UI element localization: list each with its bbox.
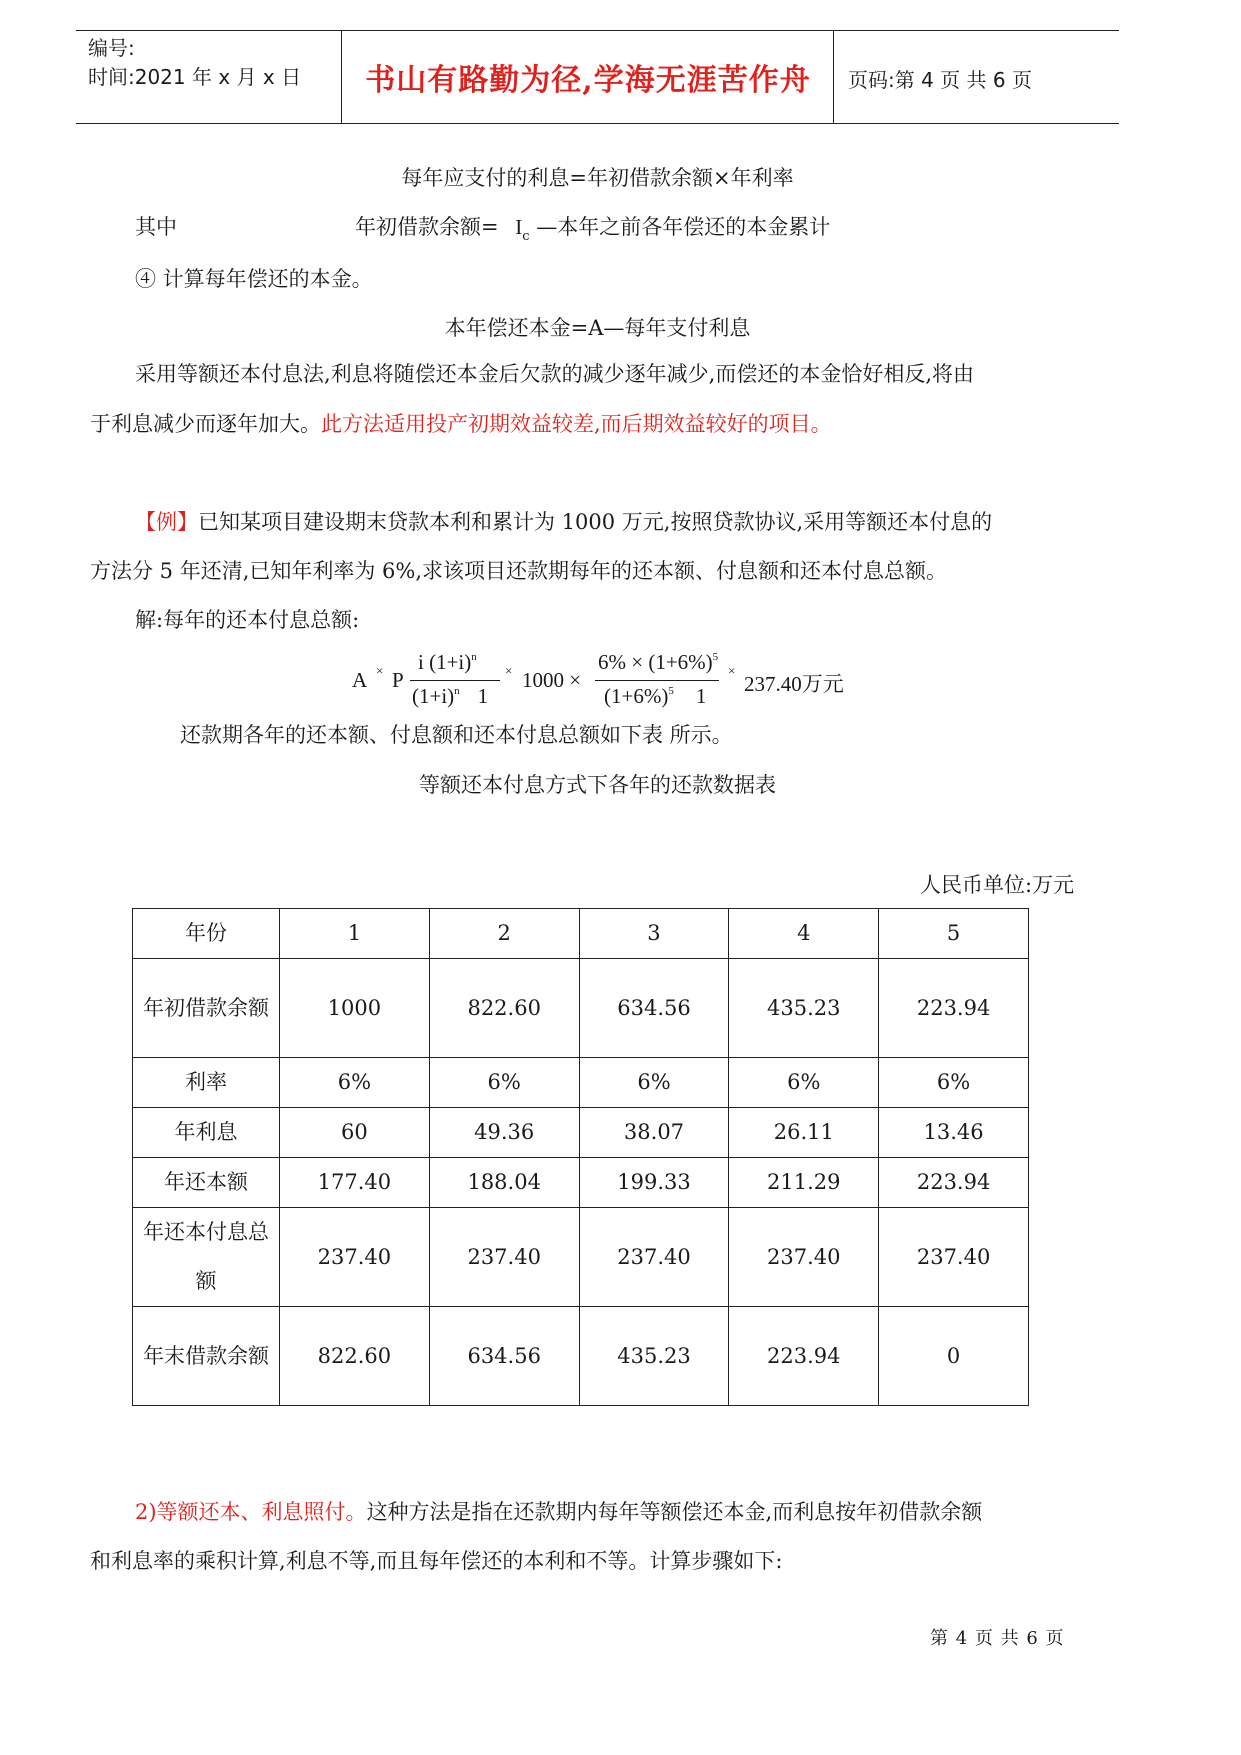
table-cell: 634.56 <box>579 959 729 1058</box>
header-motto: 书山有路勤为径,学海无涯苦作舟 <box>365 63 811 98</box>
balance-formula-sub: c <box>522 229 530 244</box>
table-cell: 237.40 <box>879 1208 1029 1307</box>
principal-formula: 本年偿还本金=A—每年支付利息 <box>444 316 751 340</box>
table-header-cell: 年份 <box>133 909 280 959</box>
para1-line2-text: 于利息减少而逐年加大。 <box>90 412 321 436</box>
table-cell: 199.33 <box>579 1158 729 1208</box>
table-cell: 634.56 <box>429 1307 579 1406</box>
table-title: 等额还本付息方式下各年的还款数据表 <box>419 773 776 797</box>
table-cell: 223.94 <box>729 1307 879 1406</box>
header-top-rule <box>76 30 1119 31</box>
header-bottom-rule <box>76 123 1119 124</box>
header-time: 时间:2021 年 x 月 x 日 <box>88 65 302 89</box>
para1-line1: 采用等额还本付息法,利息将随偿还本金后欠款的减少逐年减少,而偿还的本金恰好相反,将由 <box>135 362 975 386</box>
table-cell: 211.29 <box>729 1158 879 1208</box>
row-label: 利率 <box>133 1058 280 1108</box>
table-intro: 还款期各年的还本额、付息额和还本付息总额如下表 所示。 <box>180 723 733 747</box>
table-header-cell: 5 <box>879 909 1029 959</box>
table-row <box>133 1307 1029 1406</box>
formula-eq2: × <box>505 663 513 678</box>
balance-formula-rhs: —本年之前各年偿还的本金累计 <box>536 215 831 239</box>
example-tag: 【例】 <box>135 510 198 534</box>
header-page-label: 页码:第 4 页 共 6 页 <box>848 68 1032 92</box>
table-row <box>133 1058 1029 1108</box>
table-cell: 6% <box>280 1058 430 1108</box>
formula-num2: $6\% \times (1+6\%)^5$ <box>598 650 719 674</box>
table-header-cell: 3 <box>579 909 729 959</box>
formula-bar2 <box>595 680 719 681</box>
para2-line2: 和利息率的乘积计算,利息不等,而且每年偿还的本利和不等。计算步骤如下: <box>90 1549 783 1573</box>
solution-label: 解:每年的还本付息总额: <box>135 608 360 632</box>
repayment-table <box>132 908 1029 1406</box>
row-label: 年利息 <box>133 1108 280 1158</box>
table-cell: 6% <box>429 1058 579 1108</box>
table-header-cell: 4 <box>729 909 879 959</box>
interest-formula: 每年应支付的利息=年初借款余额×年利率 <box>401 166 794 190</box>
formula-den2: $(1+6\%)^5$ 1 <box>604 684 707 708</box>
table-cell: 223.94 <box>879 1158 1029 1208</box>
table-row <box>133 959 1029 1058</box>
table-cell: 188.04 <box>429 1158 579 1208</box>
para1-highlight: 此方法适用投产初期效益较差,而后期效益较好的项目。 <box>321 412 832 436</box>
table-cell: 435.23 <box>579 1307 729 1406</box>
table-cell: 6% <box>879 1058 1029 1108</box>
table-header-cell: 2 <box>429 909 579 959</box>
table-row <box>133 1108 1029 1158</box>
header-divider-right <box>833 30 834 124</box>
table-cell: 822.60 <box>280 1307 430 1406</box>
table-cell: 49.36 <box>429 1108 579 1158</box>
table-cell: 6% <box>729 1058 879 1108</box>
table-cell: 26.11 <box>729 1108 879 1158</box>
balance-formula-lhs: 年初借款余额= <box>355 215 499 239</box>
formula-result: 237.40万元 <box>744 672 844 696</box>
table-row <box>133 1158 1029 1208</box>
table-cell: 1000 <box>280 959 430 1058</box>
para2-line1 <box>135 1497 982 1527</box>
table-cell: 60 <box>280 1108 430 1158</box>
row-label: 年还本额 <box>133 1158 280 1208</box>
table-header-cell: 1 <box>280 909 430 959</box>
formula-A: A <box>352 668 368 692</box>
formula-den1: $(1+i)^n$ 1 <box>412 684 489 708</box>
unit-label: 人民币单位:万元 <box>920 873 1075 897</box>
table-header-row <box>133 909 1029 959</box>
formula-P: P <box>392 668 404 692</box>
table-cell: 223.94 <box>879 959 1029 1058</box>
para2-line1-text: 这种方法是指在还款期内每年等额偿还本金,而利息按年初借款余额 <box>366 1500 983 1524</box>
table-cell: 237.40 <box>429 1208 579 1307</box>
balance-formula <box>355 212 830 252</box>
table-cell: 0 <box>879 1307 1029 1406</box>
example-line2: 方法分 5 年还清,已知年利率为 6%,求该项目还款期每年的还本额、付息额和还本付息总额。 <box>90 559 948 583</box>
table-cell: 237.40 <box>729 1208 879 1307</box>
table-cell: 177.40 <box>280 1158 430 1208</box>
formula-value: 1000 × <box>522 668 582 692</box>
header-divider-left <box>341 30 342 124</box>
table-cell: 6% <box>579 1058 729 1108</box>
para2-highlight: 2)等额还本、利息照付。 <box>135 1500 367 1524</box>
table-cell: 237.40 <box>579 1208 729 1307</box>
para1-line2 <box>90 409 832 439</box>
row-label: 年还本付息总额 <box>143 1220 269 1293</box>
formula-eq3: × <box>728 663 736 678</box>
balance-formula-I: I <box>515 215 523 239</box>
formula-num1: i $(1+i)^n$ <box>418 650 477 674</box>
row-label: 年初借款余额 <box>143 995 269 1020</box>
formula-bar1 <box>410 680 500 681</box>
step-4: ④ 计算每年偿还的本金。 <box>135 267 373 291</box>
table-cell: 13.46 <box>879 1108 1029 1158</box>
table-row <box>133 1208 1029 1307</box>
where-label: 其中 <box>135 215 177 239</box>
formula-eq1: × <box>376 663 384 678</box>
row-label: 年末借款余额 <box>143 1343 269 1368</box>
example-line1-text: 已知某项目建设期末贷款本利和累计为 1000 万元,按照贷款协议,采用等额还本付息的 <box>198 510 993 534</box>
table-cell: 237.40 <box>280 1208 430 1307</box>
header-number: 编号: <box>88 36 135 60</box>
header-meta <box>88 34 301 92</box>
example-line1 <box>135 507 992 537</box>
table-cell: 822.60 <box>429 959 579 1058</box>
annuity-formula <box>350 650 870 716</box>
table-cell: 435.23 <box>729 959 879 1058</box>
page-footer: 第 4 页 共 6 页 <box>930 1628 1065 1649</box>
table-cell: 38.07 <box>579 1108 729 1158</box>
